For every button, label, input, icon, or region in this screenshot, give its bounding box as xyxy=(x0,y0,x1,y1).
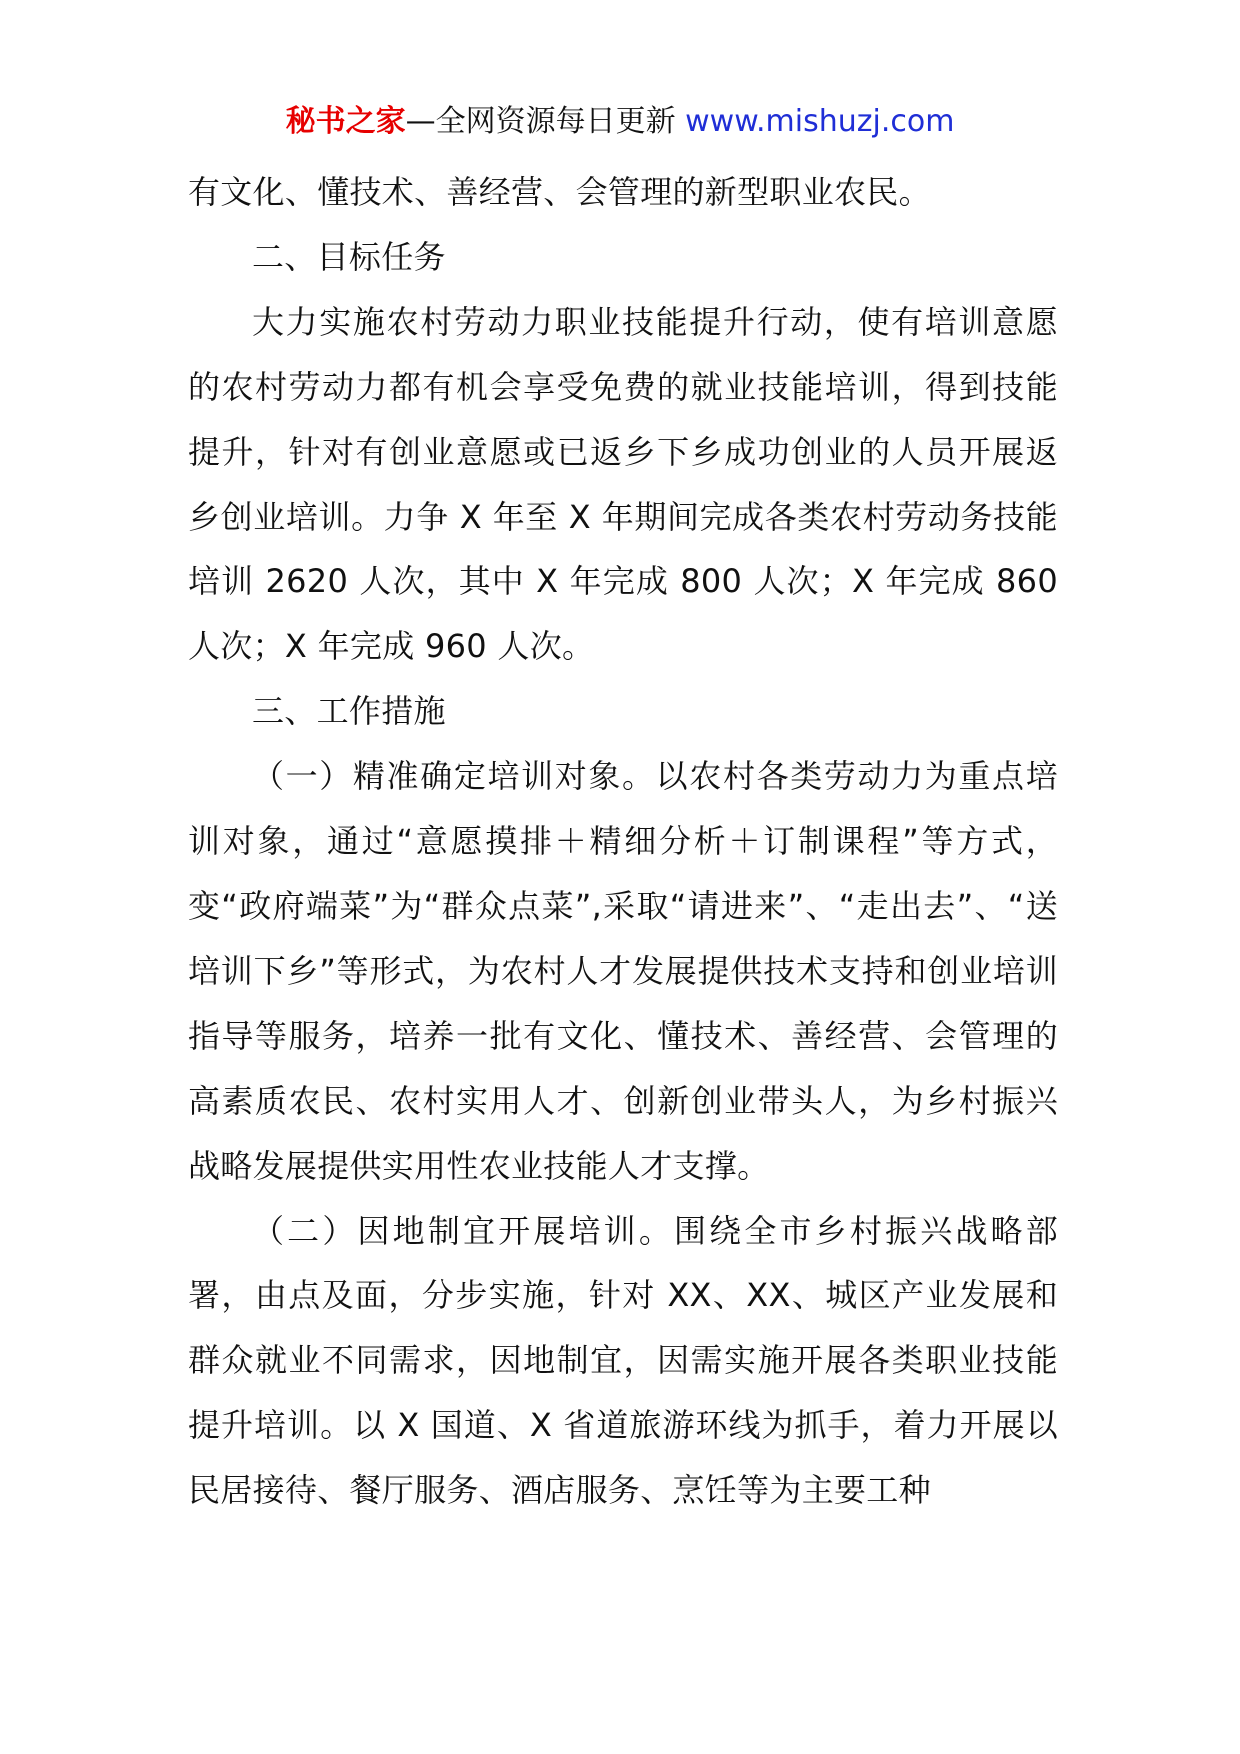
paragraph-goals: 大力实施农村劳动力职业技能提升行动，使有培训意愿的农村劳动力都有机会享受免费的就业技能培训，得到技能提升，针对有创业意愿或已返乡下乡成功创业的人员开展返乡创业培训。力争 X 年至 X 年期间完成各类农村劳动务技能培训 2620 人次，其中 X 年完成 800 人次；X 年完成 860 人次；X 年完成 960 人次。 xyxy=(188,302,1058,666)
site-brand: 秘书之家 xyxy=(285,104,406,139)
site-url-link[interactable]: www.mishuzj.com xyxy=(685,104,955,139)
paragraph-measure-2: （二）因地制宜开展培训。围绕全市乡村振兴战略部署，由点及面，分步实施，针对 XX、XX、城区产业发展和群众就业不同需求，因地制宜，因需实施开展各类职业技能提升培训。以 X 国道、X 省道旅游环线为抓手，着力开展以民居接待、餐厅服务、酒店服务、烹饪等为主要工种 xyxy=(188,1211,1058,1510)
site-header xyxy=(0,100,1240,144)
paragraph-continuation: 有文化、懂技术、善经营、会管理的新型职业农民。 xyxy=(188,173,931,211)
section-heading-goals: 二、目标任务 xyxy=(252,237,446,276)
site-slogan: —全网资源每日更新 xyxy=(405,104,676,139)
section-heading-measures: 三、工作措施 xyxy=(252,692,446,731)
paragraph-measure-1: （一）精准确定培训对象。以农村各类劳动力为重点培训对象，通过“意愿摸排＋精细分析＋订制课程”等方式，变“政府端菜”为“群众点菜”,采取“请进来”、“走出去”、“送培训下乡”等形式，为农村人才发展提供技术支持和创业培训指导等服务，培养一批有文化、懂技术、善经营、会管理的高素质农民、农村实用人才、创新创业带头人，为乡村振兴战略发展提供实用性农业技能人才支撑。 xyxy=(188,757,1058,1185)
document-body xyxy=(188,160,1058,1523)
